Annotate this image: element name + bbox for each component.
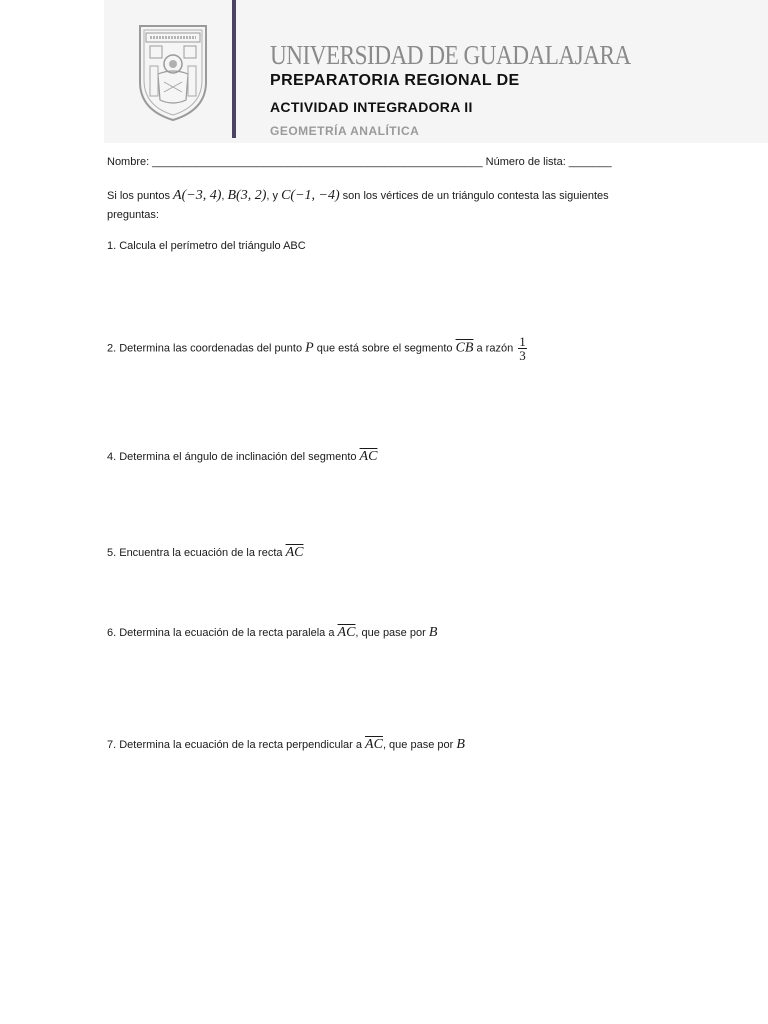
header-divider xyxy=(232,0,236,138)
question-7 xyxy=(107,737,465,753)
question-6 xyxy=(107,625,437,641)
question-text: 5. Encuentra la ecuación de la recta xyxy=(107,547,286,559)
segment-ac: $\overline{AC}$ xyxy=(365,737,383,752)
segment-ac: $\overline{AC}$ xyxy=(359,449,378,464)
point-b: B(3, 2) xyxy=(227,188,267,203)
fraction-denominator: 3 xyxy=(519,348,526,363)
segment-cb: $\overline{CB}$ xyxy=(455,340,474,356)
intro-separator: , y xyxy=(266,190,282,202)
question-text: , que pase por xyxy=(382,739,457,751)
university-name: UNIVERSIDAD DE GUADALAJARA xyxy=(270,40,631,70)
question-text: 6. Determina la ecuación de la recta paralela a xyxy=(107,627,338,639)
intro-paragraph xyxy=(107,188,609,204)
question-text: 7. Determina la ecuación de la recta perpendicular a xyxy=(107,739,366,751)
name-line xyxy=(107,156,612,168)
point-b: B xyxy=(456,737,465,752)
list-number-field-label: Número de lista: _______ xyxy=(485,156,612,168)
point-a: A(−3, 4) xyxy=(173,188,222,203)
segment-ac: $\overline{AC}$ xyxy=(337,625,356,640)
question-4 xyxy=(107,449,377,465)
point-b: B xyxy=(428,625,438,640)
question-text: , que pase por xyxy=(355,627,429,639)
subject-title: GEOMETRÍA ANALÍTICA xyxy=(270,124,420,138)
intro-text: son los vértices de un triángulo contesta las siguientes xyxy=(339,190,609,202)
intro-text: Si los puntos xyxy=(107,190,174,202)
school-name: PREPARATORIA REGIONAL DE xyxy=(270,72,520,89)
question-text: que está sobre el segmento xyxy=(313,342,456,355)
fraction-numerator: 1 xyxy=(519,334,526,349)
intro-separator: , xyxy=(221,190,228,202)
question-text: 4. Determina el ángulo de inclinación del segmento xyxy=(107,451,360,463)
question-text: 2. Determina las coordenadas del punto xyxy=(107,342,306,355)
activity-title: ACTIVIDAD INTEGRADORA II xyxy=(270,99,473,115)
question-5 xyxy=(107,545,303,561)
point-c: C(−1, −4) xyxy=(281,188,340,203)
question-2 xyxy=(107,335,527,362)
segment-ac: $\overline{AC}$ xyxy=(285,545,304,560)
question-1: 1. Calcula el perímetro del triángulo ABC xyxy=(107,240,306,252)
question-text: a razón xyxy=(473,342,517,355)
ratio-fraction xyxy=(518,335,527,362)
point-p: P xyxy=(305,340,314,356)
intro-line-2: preguntas: xyxy=(107,209,159,221)
name-field-label: Nombre: ______________________________________________________ xyxy=(107,156,483,168)
university-crest-logo xyxy=(134,22,212,122)
